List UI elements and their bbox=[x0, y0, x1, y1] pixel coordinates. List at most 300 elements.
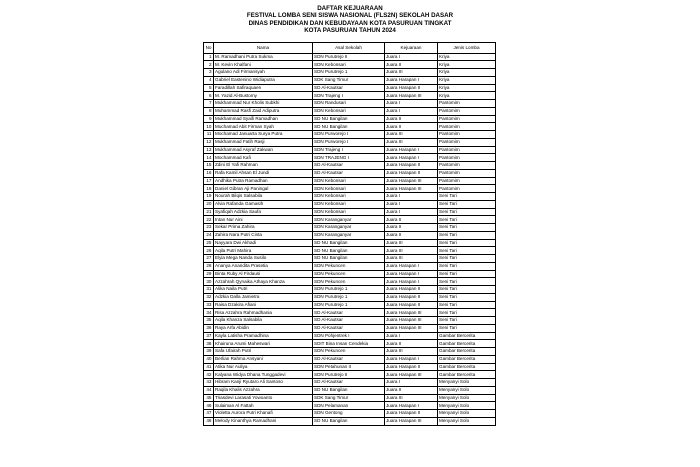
table-row bbox=[204, 154, 496, 162]
cell-jenis-lomba: Pantomim bbox=[438, 154, 496, 162]
cell-no: 48 bbox=[204, 417, 214, 425]
cell-kejuaraan: Juara III bbox=[385, 247, 438, 255]
cell-jenis-lomba: Pantomim bbox=[438, 123, 496, 131]
cell-kejuaraan: Juara Harapan III bbox=[385, 417, 438, 425]
cell-nama: Mukhammad Nur Kholis Subkhi bbox=[214, 100, 313, 108]
cell-jenis-lomba: Seni Tari bbox=[438, 301, 496, 309]
title-line: KOTA PASURUAN TAHUN 2024 bbox=[304, 27, 396, 35]
cell-no: 12 bbox=[204, 138, 214, 146]
cell-jenis-lomba: Menyanyi Solo bbox=[438, 410, 496, 418]
cell-kejuaraan: Juara Harapan III bbox=[385, 317, 438, 325]
document-title-block bbox=[0, 5, 700, 35]
cell-nama: Mochammad Kafi bbox=[214, 154, 313, 162]
cell-asal-sekolah: SD Al-Kautsar bbox=[313, 355, 385, 363]
cell-nama: Alvia Rafanda Gamasih bbox=[214, 200, 313, 208]
cell-nama: Raya Arfa Abidin bbox=[214, 324, 313, 332]
cell-kejuaraan: Juara Harapan II bbox=[385, 162, 438, 170]
cell-nama: Faradillah Safiraquaen bbox=[214, 84, 313, 92]
cell-no: 31 bbox=[204, 286, 214, 294]
cell-nama: Kalyana Widya Dhana Tunggadevi bbox=[214, 371, 313, 379]
cell-jenis-lomba: Pantomim bbox=[438, 146, 496, 154]
cell-jenis-lomba: Menyanyi Solo bbox=[438, 402, 496, 410]
table-row bbox=[204, 76, 496, 84]
table-row bbox=[204, 402, 496, 410]
cell-jenis-lomba: Seni Tari bbox=[438, 200, 496, 208]
cell-no: 9 bbox=[204, 115, 214, 123]
cell-asal-sekolah: SD Al-Kautsar bbox=[313, 379, 385, 387]
cell-no: 8 bbox=[204, 107, 214, 115]
cell-nama: Andhika Putra Ramadhan bbox=[214, 177, 313, 185]
cell-asal-sekolah: SDN Karanganyar bbox=[313, 216, 385, 224]
cell-asal-sekolah: SDN Gentong bbox=[313, 410, 385, 418]
results-table bbox=[203, 42, 496, 426]
cell-asal-sekolah: SD NU Bangilan bbox=[313, 247, 385, 255]
cell-nama: Azzahrah Qynaika Athaya Khanza bbox=[214, 278, 313, 286]
table-row bbox=[204, 185, 496, 193]
cell-kejuaraan: Juara II bbox=[385, 123, 438, 131]
cell-no: 2 bbox=[204, 61, 214, 69]
header-nama: Nama bbox=[214, 43, 313, 54]
cell-nama: Berlian Rahma Ansyani bbox=[214, 355, 313, 363]
cell-kejuaraan: Juara I bbox=[385, 107, 438, 115]
cell-no: 39 bbox=[204, 348, 214, 356]
cell-no: 26 bbox=[204, 247, 214, 255]
cell-jenis-lomba: Seni Tari bbox=[438, 286, 496, 294]
table-body bbox=[204, 53, 496, 425]
cell-nama: Mukhammad Fatih Rasji bbox=[214, 138, 313, 146]
cell-no: 28 bbox=[204, 262, 214, 270]
cell-jenis-lomba: Seni Tari bbox=[438, 224, 496, 232]
cell-no: 40 bbox=[204, 355, 214, 363]
cell-kejuaraan: Juara III bbox=[385, 394, 438, 402]
cell-no: 33 bbox=[204, 301, 214, 309]
cell-kejuaraan: Juara II bbox=[385, 224, 438, 232]
cell-asal-sekolah: SDN Pekuncen bbox=[313, 348, 385, 356]
cell-kejuaraan: Juara Harapan III bbox=[385, 371, 438, 379]
table-row bbox=[204, 208, 496, 216]
cell-jenis-lomba: Kriya bbox=[438, 61, 496, 69]
cell-no: 36 bbox=[204, 324, 214, 332]
cell-kejuaraan: Juara II bbox=[385, 231, 438, 239]
cell-jenis-lomba: Menyanyi Solo bbox=[438, 417, 496, 425]
cell-jenis-lomba: Kriya bbox=[438, 53, 496, 61]
cell-jenis-lomba: Seni Tari bbox=[438, 193, 496, 201]
cell-jenis-lomba: Gambar Bercerita bbox=[438, 348, 496, 356]
cell-kejuaraan: Juara Harapan I bbox=[385, 270, 438, 278]
cell-asal-sekolah: SDN Trajeng I bbox=[313, 146, 385, 154]
cell-nama: Rafa Kamil Ahsan El Jundi bbox=[214, 169, 313, 177]
cell-jenis-lomba: Kriya bbox=[438, 84, 496, 92]
table-row bbox=[204, 355, 496, 363]
cell-asal-sekolah: SDIT Bina Insan Cendekia bbox=[313, 340, 385, 348]
cell-kejuaraan: Juara I bbox=[385, 208, 438, 216]
table-row bbox=[204, 169, 496, 177]
cell-no: 19 bbox=[204, 193, 214, 201]
cell-asal-sekolah: SDN Kebonsari bbox=[313, 200, 385, 208]
table-row bbox=[204, 317, 496, 325]
table-row bbox=[204, 278, 496, 286]
cell-no: 24 bbox=[204, 231, 214, 239]
cell-nama: Muhammad Rasfi Zaid Adiputra bbox=[214, 107, 313, 115]
table-row bbox=[204, 332, 496, 340]
cell-nama: Muchamad Abit Firman Syah bbox=[214, 123, 313, 131]
table-row bbox=[204, 324, 496, 332]
cell-kejuaraan: Juara I bbox=[385, 332, 438, 340]
cell-asal-sekolah: SDN Purutrejo II bbox=[313, 53, 385, 61]
cell-kejuaraan: Juara III bbox=[385, 69, 438, 77]
cell-kejuaraan: Juara II bbox=[385, 340, 438, 348]
table-row bbox=[204, 255, 496, 263]
cell-jenis-lomba: Menyanyi Solo bbox=[438, 386, 496, 394]
table-row bbox=[204, 146, 496, 154]
cell-kejuaraan: Juara Harapan II bbox=[385, 301, 438, 309]
cell-kejuaraan: Juara II bbox=[385, 386, 438, 394]
header-asal-sekolah: Asal Sekolah bbox=[313, 43, 385, 54]
cell-asal-sekolah: SD NU Bangilan bbox=[313, 417, 385, 425]
cell-jenis-lomba: Seni Tari bbox=[438, 270, 496, 278]
cell-nama: M. Kevin Khalfani bbox=[214, 61, 313, 69]
cell-kejuaraan: Juara Harapan I bbox=[385, 146, 438, 154]
cell-no: 21 bbox=[204, 208, 214, 216]
cell-no: 30 bbox=[204, 278, 214, 286]
cell-no: 18 bbox=[204, 185, 214, 193]
table-row bbox=[204, 239, 496, 247]
cell-asal-sekolah: SD Al-Kautsar bbox=[313, 317, 385, 325]
cell-no: 5 bbox=[204, 84, 214, 92]
cell-no: 27 bbox=[204, 255, 214, 263]
table-row bbox=[204, 107, 496, 115]
cell-asal-sekolah: SDN Kebonsari bbox=[313, 61, 385, 69]
cell-nama: Gabriel Eastenino Widiaputra bbox=[214, 76, 313, 84]
cell-kejuaraan: Juara Harapan III bbox=[385, 185, 438, 193]
cell-nama: Raqila Khalis Azzahra bbox=[214, 386, 313, 394]
cell-no: 45 bbox=[204, 394, 214, 402]
cell-no: 4 bbox=[204, 76, 214, 84]
cell-no: 13 bbox=[204, 146, 214, 154]
cell-kejuaraan: Juara Harapan I bbox=[385, 154, 438, 162]
cell-jenis-lomba: Pantomim bbox=[438, 138, 496, 146]
cell-jenis-lomba: Menyanyi Solo bbox=[438, 379, 496, 387]
cell-no: 47 bbox=[204, 410, 214, 418]
cell-kejuaraan: Juara III bbox=[385, 255, 438, 263]
cell-asal-sekolah: SDN Pelamanan bbox=[313, 402, 385, 410]
table-row bbox=[204, 394, 496, 402]
cell-asal-sekolah: SDN Kebonsari bbox=[313, 193, 385, 201]
table-row bbox=[204, 162, 496, 170]
cell-jenis-lomba: Pantomim bbox=[438, 107, 496, 115]
table-row bbox=[204, 100, 496, 108]
cell-nama: M. Yazid Al-Bustomy bbox=[214, 92, 313, 100]
cell-no: 20 bbox=[204, 200, 214, 208]
cell-kejuaraan: Juara Harapan III bbox=[385, 324, 438, 332]
cell-asal-sekolah: SDN Pekuncen bbox=[313, 270, 385, 278]
table-row bbox=[204, 200, 496, 208]
cell-asal-sekolah: SDN Purutrejo II bbox=[313, 371, 385, 379]
table-row bbox=[204, 262, 496, 270]
cell-asal-sekolah: SDN Kebonsari bbox=[313, 185, 385, 193]
table-row bbox=[204, 224, 496, 232]
cell-kejuaraan: Juara I bbox=[385, 193, 438, 201]
cell-nama: Nourah Bilqis Salsabila bbox=[214, 193, 313, 201]
cell-kejuaraan: Juara II bbox=[385, 61, 438, 69]
cell-kejuaraan: Juara Harapan I bbox=[385, 76, 438, 84]
cell-asal-sekolah: SDN Petahunan II bbox=[313, 363, 385, 371]
table-row bbox=[204, 379, 496, 387]
cell-asal-sekolah: SD NU Bangilan bbox=[313, 386, 385, 394]
table-row bbox=[204, 92, 496, 100]
cell-no: 42 bbox=[204, 371, 214, 379]
cell-kejuaraan: Juara Harapan I bbox=[385, 262, 438, 270]
cell-nama: Daniel Gibran Aji Paningal bbox=[214, 185, 313, 193]
cell-asal-sekolah: SDN Purutrejo 1 bbox=[313, 293, 385, 301]
cell-nama: Triasdevi Larasati Yowoanto bbox=[214, 394, 313, 402]
cell-kejuaraan: Juara I bbox=[385, 200, 438, 208]
cell-kejuaraan: Juara III bbox=[385, 239, 438, 247]
cell-nama: Adzkia Dalla Jamietra bbox=[214, 293, 313, 301]
cell-jenis-lomba: Seni Tari bbox=[438, 324, 496, 332]
cell-nama: Zdini El Yafi Rahman bbox=[214, 162, 313, 170]
cell-kejuaraan: Juara Harapan II bbox=[385, 169, 438, 177]
cell-kejuaraan: Juara Harapan II bbox=[385, 410, 438, 418]
cell-asal-sekolah: SDN Pohjentrek I bbox=[313, 332, 385, 340]
cell-kejuaraan: Juara III bbox=[385, 138, 438, 146]
cell-nama: Agulano Adi Firmansyah bbox=[214, 69, 313, 77]
cell-jenis-lomba: Pantomim bbox=[438, 100, 496, 108]
cell-jenis-lomba: Seni Tari bbox=[438, 231, 496, 239]
table-row bbox=[204, 340, 496, 348]
cell-no: 34 bbox=[204, 309, 214, 317]
cell-nama: Mukhammad Asyraf Zakwan bbox=[214, 146, 313, 154]
cell-asal-sekolah: SD NU Bangilan bbox=[313, 255, 385, 263]
cell-jenis-lomba: Seni Tari bbox=[438, 247, 496, 255]
table-row bbox=[204, 193, 496, 201]
table-row bbox=[204, 363, 496, 371]
cell-kejuaraan: Juara II bbox=[385, 216, 438, 224]
cell-nama: Intan Nur Aini bbox=[214, 216, 313, 224]
cell-jenis-lomba: Seni Tari bbox=[438, 293, 496, 301]
cell-asal-sekolah: SD Al-Kautsar bbox=[313, 84, 385, 92]
cell-nama: Kayla Latisha Pramadhina bbox=[214, 332, 313, 340]
cell-kejuaraan: Juara III bbox=[385, 348, 438, 356]
table-row bbox=[204, 231, 496, 239]
cell-kejuaraan: Juara Harapan I bbox=[385, 402, 438, 410]
table-row bbox=[204, 115, 496, 123]
cell-nama: Melody Kinanthya Ramadhani bbox=[214, 417, 313, 425]
table-row bbox=[204, 123, 496, 131]
table-row bbox=[204, 309, 496, 317]
cell-jenis-lomba: Pantomim bbox=[438, 162, 496, 170]
table-header-row bbox=[204, 43, 496, 54]
cell-nama: Risa Azzahra Rahmadhania bbox=[214, 309, 313, 317]
cell-nama: Syafiqah Adzkia Saufa bbox=[214, 208, 313, 216]
cell-asal-sekolah: SDN Randusari bbox=[313, 100, 385, 108]
cell-jenis-lomba: Menyanyi Solo bbox=[438, 394, 496, 402]
cell-no: 25 bbox=[204, 239, 214, 247]
cell-nama: Raisa Dzakira Afiani bbox=[214, 301, 313, 309]
cell-jenis-lomba: Seni Tari bbox=[438, 278, 496, 286]
cell-nama: Mukhammad Syaifi Ramadhan bbox=[214, 115, 313, 123]
cell-nama: Atika Nur Auliya bbox=[214, 363, 313, 371]
cell-jenis-lomba: Pantomim bbox=[438, 115, 496, 123]
cell-no: 32 bbox=[204, 293, 214, 301]
cell-jenis-lomba: Seni Tari bbox=[438, 239, 496, 247]
cell-no: 14 bbox=[204, 154, 214, 162]
title-line: FESTIVAL LOMBA SENI SISWA NASIONAL (FLS2N) SEKOLAH DASAR bbox=[246, 12, 454, 20]
cell-jenis-lomba: Pantomim bbox=[438, 169, 496, 177]
cell-asal-sekolah: SD Al-Kautsar bbox=[313, 169, 385, 177]
title-line: DINAS PENDIDIKAN DAN KEBUDAYAAN KOTA PASURUAN TINGKAT bbox=[248, 19, 452, 27]
cell-asal-sekolah: SDK Sang Timur bbox=[313, 394, 385, 402]
cell-jenis-lomba: Gambar Bercerita bbox=[438, 371, 496, 379]
cell-asal-sekolah: SDN Purutrejo 1 bbox=[313, 69, 385, 77]
table-row bbox=[204, 247, 496, 255]
cell-asal-sekolah: SDN Pekuncen bbox=[313, 278, 385, 286]
table-row bbox=[204, 301, 496, 309]
cell-no: 46 bbox=[204, 402, 214, 410]
header-kejuaraan: Kejuaraan bbox=[385, 43, 438, 54]
cell-nama: Zahira Nara Putri Cinta bbox=[214, 231, 313, 239]
table-row bbox=[204, 410, 496, 418]
table-row bbox=[204, 84, 496, 92]
cell-kejuaraan: Juara Harapan III bbox=[385, 177, 438, 185]
cell-kejuaraan: Juara Harapan II bbox=[385, 293, 438, 301]
table-row bbox=[204, 417, 496, 425]
table-row bbox=[204, 286, 496, 294]
table-row bbox=[204, 138, 496, 146]
cell-asal-sekolah: SD NU Bangilan bbox=[313, 123, 385, 131]
cell-asal-sekolah: SD Al-Kautsar bbox=[313, 162, 385, 170]
cell-jenis-lomba: Pantomim bbox=[438, 185, 496, 193]
cell-no: 17 bbox=[204, 177, 214, 185]
cell-asal-sekolah: SDN Karanganyar bbox=[313, 224, 385, 232]
table-row bbox=[204, 348, 496, 356]
cell-no: 22 bbox=[204, 216, 214, 224]
cell-asal-sekolah: SDN TRAJENG I bbox=[313, 154, 385, 162]
cell-asal-sekolah: SDN Purworejo I bbox=[313, 138, 385, 146]
cell-jenis-lomba: Gambar Bercerita bbox=[438, 332, 496, 340]
cell-nama: Aqila Putri Mahira bbox=[214, 247, 313, 255]
cell-asal-sekolah: SDN Trajeng I bbox=[313, 92, 385, 100]
table-row bbox=[204, 61, 496, 69]
cell-jenis-lomba: Kriya bbox=[438, 76, 496, 84]
cell-jenis-lomba: Seni Tari bbox=[438, 262, 496, 270]
cell-nama: Sekar Prima Zahira bbox=[214, 224, 313, 232]
table-row bbox=[204, 293, 496, 301]
cell-jenis-lomba: Seni Tari bbox=[438, 208, 496, 216]
cell-no: 11 bbox=[204, 131, 214, 139]
cell-no: 29 bbox=[204, 270, 214, 278]
cell-no: 6 bbox=[204, 92, 214, 100]
cell-nama: Violetta Aurora Putri Khanafi bbox=[214, 410, 313, 418]
table-row bbox=[204, 53, 496, 61]
cell-jenis-lomba: Gambar Bercerita bbox=[438, 363, 496, 371]
cell-jenis-lomba: Seni Tari bbox=[438, 309, 496, 317]
cell-asal-sekolah: SDN Purworejo I bbox=[313, 131, 385, 139]
cell-jenis-lomba: Seni Tari bbox=[438, 216, 496, 224]
cell-asal-sekolah: SD Al-Kautsar bbox=[313, 324, 385, 332]
cell-no: 23 bbox=[204, 224, 214, 232]
cell-asal-sekolah: SDN Karanganyar bbox=[313, 231, 385, 239]
header-no: No bbox=[204, 43, 214, 54]
cell-kejuaraan: Juara III bbox=[385, 131, 438, 139]
cell-kejuaraan: Juara Harapan I bbox=[385, 278, 438, 286]
cell-asal-sekolah: SDN Purutrejo 1 bbox=[313, 286, 385, 294]
cell-nama: Sulaiman Al Fattah bbox=[214, 402, 313, 410]
cell-no: 15 bbox=[204, 162, 214, 170]
cell-jenis-lomba: Kriya bbox=[438, 69, 496, 77]
table-row bbox=[204, 69, 496, 77]
cell-asal-sekolah: SD Al-Kautsar bbox=[313, 309, 385, 317]
cell-nama: Binta Ruby Al Firdausi bbox=[214, 270, 313, 278]
cell-kejuaraan: Juara I bbox=[385, 100, 438, 108]
cell-nama: M. Ramadhani Putra Sukma bbox=[214, 53, 313, 61]
cell-asal-sekolah: SDN Kebonsari bbox=[313, 208, 385, 216]
cell-no: 3 bbox=[204, 69, 214, 77]
cell-kejuaraan: Juara I bbox=[385, 379, 438, 387]
cell-kejuaraan: Juara Harapan I bbox=[385, 355, 438, 363]
cell-nama: Hibram Kanji Ryutaro Ali Santoso bbox=[214, 379, 313, 387]
cell-jenis-lomba: Gambar Bercerita bbox=[438, 355, 496, 363]
table-row bbox=[204, 386, 496, 394]
cell-nama: Alika Naila Putri bbox=[214, 286, 313, 294]
cell-kejuaraan: Juara Harapan III bbox=[385, 92, 438, 100]
cell-jenis-lomba: Pantomim bbox=[438, 131, 496, 139]
cell-jenis-lomba: Kriya bbox=[438, 92, 496, 100]
header-jenis-lomba: Jenis Lomba bbox=[438, 43, 496, 54]
table-row bbox=[204, 270, 496, 278]
cell-jenis-lomba: Pantomim bbox=[438, 177, 496, 185]
cell-nama: Ananya Anandita Prasetia bbox=[214, 262, 313, 270]
cell-asal-sekolah: SD NU Bangilan bbox=[313, 239, 385, 247]
cell-asal-sekolah: SDK Sang Timur bbox=[313, 76, 385, 84]
cell-no: 16 bbox=[204, 169, 214, 177]
cell-nama: Nayyara Dwi Akhadi bbox=[214, 239, 313, 247]
table-row bbox=[204, 177, 496, 185]
cell-jenis-lomba: Gambar Bercerita bbox=[438, 340, 496, 348]
cell-no: 10 bbox=[204, 123, 214, 131]
table-row bbox=[204, 216, 496, 224]
cell-kejuaraan: Juara Harapan III bbox=[385, 309, 438, 317]
cell-no: 1 bbox=[204, 53, 214, 61]
cell-asal-sekolah: SDN Kebonsari bbox=[313, 177, 385, 185]
cell-nama: Mochamad Januarta Surya Putra bbox=[214, 131, 313, 139]
cell-nama: Safa Ufairah Putri bbox=[214, 348, 313, 356]
cell-kejuaraan: Juara Harapan II bbox=[385, 363, 438, 371]
cell-no: 43 bbox=[204, 379, 214, 387]
cell-nama: Khairuna Arumi Maheswari bbox=[214, 340, 313, 348]
cell-asal-sekolah: SDN Pekuncen bbox=[313, 262, 385, 270]
table-row bbox=[204, 131, 496, 139]
cell-kejuaraan: Juara Harapan II bbox=[385, 286, 438, 294]
cell-no: 7 bbox=[204, 100, 214, 108]
cell-no: 38 bbox=[204, 340, 214, 348]
cell-nama: Aqila Khanza Salsabila bbox=[214, 317, 313, 325]
cell-asal-sekolah: SDN Kebonsari bbox=[313, 107, 385, 115]
table-row bbox=[204, 371, 496, 379]
cell-kejuaraan: Juara Harapan II bbox=[385, 84, 438, 92]
cell-asal-sekolah: SD NU Bangilan bbox=[313, 115, 385, 123]
cell-jenis-lomba: Seni Tari bbox=[438, 317, 496, 325]
cell-jenis-lomba: Seni Tari bbox=[438, 255, 496, 263]
cell-no: 35 bbox=[204, 317, 214, 325]
cell-no: 41 bbox=[204, 363, 214, 371]
cell-kejuaraan: Juara II bbox=[385, 115, 438, 123]
cell-no: 44 bbox=[204, 386, 214, 394]
cell-no: 37 bbox=[204, 332, 214, 340]
cell-asal-sekolah: SDN Purutrejo 1 bbox=[313, 301, 385, 309]
title-line: DAFTAR KEJUARAAN bbox=[317, 5, 383, 12]
cell-kejuaraan: Juara I bbox=[385, 53, 438, 61]
